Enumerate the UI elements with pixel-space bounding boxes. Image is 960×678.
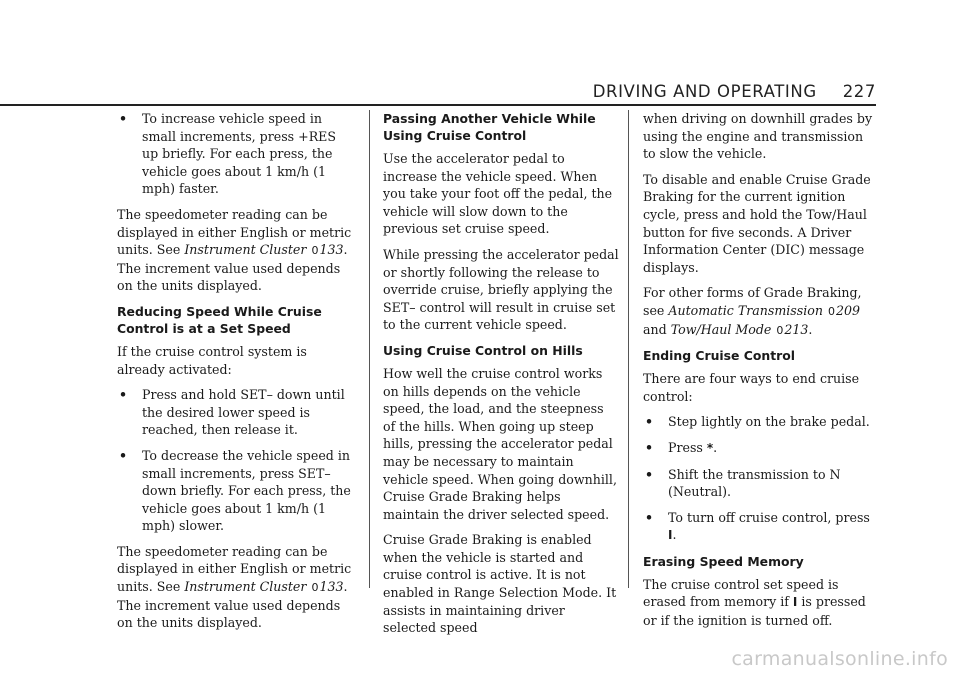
list-item: • Shift the transmission to N (Neutral). <box>645 466 841 500</box>
paragraph: Cruise Grade Braking is enabled when the vehicle is started and cruise control is active. It is not enabled in Range Selection Mode. It assists in maintaining driver selected speed <box>383 532 617 636</box>
header-rule <box>0 104 876 106</box>
page-arrow-icon: 0 <box>776 323 784 337</box>
cross-reference-link[interactable]: Instrument Cluster <box>184 579 307 595</box>
paragraph: To disable and enable Cruise Grade Braking for the current ignition cycle, press and hold the Tow/Haul button for five seconds. A Driver Information Center (DIC) message displays. <box>643 171 871 275</box>
bullet: • <box>645 509 654 525</box>
watermark: carmanualsonline.info <box>731 648 948 670</box>
list-item: • Step lightly on the brake pedal. <box>645 414 870 430</box>
section-heading: Reducing Speed While Cruise Control is at a Set Speed <box>117 303 322 336</box>
section-title: DRIVING AND OPERATING <box>592 82 817 101</box>
page-number: 227 <box>842 82 876 101</box>
section-heading: Using Cruise Control on Hills <box>383 342 583 358</box>
column-2 <box>383 110 619 645</box>
section-heading: Passing Another Vehicle While Using Cruise Control <box>383 111 596 143</box>
cross-reference-link[interactable]: Tow/Haul Mode <box>670 321 772 337</box>
paragraph: The speedometer reading can be displayed in either English or metric units. See Instrument Cluster 0133. The increment value used depends on the units displayed. <box>117 206 352 294</box>
bullet: • <box>119 387 128 403</box>
cruise-control-icon: I <box>668 528 673 543</box>
bullet: • <box>119 111 128 126</box>
paragraph: The speedometer reading can be displayed in either English or metric units. See Instrument Cluster 0133. The increment value used depends on the units displayed. <box>117 543 352 631</box>
column-divider <box>369 110 370 588</box>
page-reference[interactable]: 133 <box>319 579 344 595</box>
running-header <box>593 82 876 101</box>
page-arrow-icon: 0 <box>827 304 835 318</box>
list-item: • To turn off cruise control, press I. <box>645 509 870 543</box>
page-reference[interactable]: 213 <box>784 321 809 337</box>
column-divider <box>628 110 629 588</box>
paragraph: The cruise control set speed is erased from memory if I is pressed or if the ignition is turned off. <box>643 576 866 629</box>
paragraph: when driving on downhill grades by using the engine and transmission to slow the vehicle. <box>643 111 873 162</box>
list-item: • Press and hold SET– down until the desired lower speed is reached, then release it. <box>119 387 345 438</box>
bullet: • <box>645 466 654 482</box>
list-item: • To decrease the vehicle speed in small increments, press SET– down briefly. For each press, the vehicle goes about 1 km/h (1 mph) slower. <box>119 447 351 534</box>
cross-reference-link[interactable]: Instrument Cluster <box>184 242 307 258</box>
paragraph: While pressing the accelerator pedal or shortly following the release to override cruise, briefly applying the SET– control will result in cruise set to the current vehicle speed. <box>383 246 619 333</box>
section-heading: Erasing Speed Memory <box>643 553 804 569</box>
page-arrow-icon: 0 <box>311 581 319 595</box>
list-item: • Press *. <box>645 439 718 455</box>
paragraph: If the cruise control system is already activated: <box>117 343 307 377</box>
column-1 <box>117 110 353 640</box>
paragraph: For other forms of Grade Braking, see Automatic Transmission 0209 and Tow/Haul Mode 0213. <box>643 285 862 337</box>
paragraph: Use the accelerator pedal to increase the vehicle speed. When you take your foot off the pedal, the vehicle will slow down to the previous set cruise speed. <box>383 151 613 237</box>
page-arrow-icon: 0 <box>311 244 319 258</box>
page-reference[interactable]: 209 <box>835 302 860 318</box>
cruise-control-icon: I <box>792 595 798 610</box>
paragraph: How well the cruise control works on hills depends on the vehicle speed, the load, and the steepness of the hills. When going up steep hills, pressing the accelerator pedal may be necessary to maintain vehicle speed. When going downhill, Cruise Grade Braking helps maintain the driver selected speed. <box>383 365 617 522</box>
cross-reference-link[interactable]: Automatic Transmission <box>668 302 823 318</box>
list-item: • To increase vehicle speed in small increments, press +RES up briefly. For each press, the vehicle goes about 1 km/h (1 mph) faster. <box>119 111 336 197</box>
bullet: • <box>645 439 654 455</box>
bullet: • <box>645 414 654 430</box>
paragraph: There are four ways to end cruise control: <box>643 371 860 404</box>
section-heading: Ending Cruise Control <box>643 348 795 364</box>
column-3 <box>643 110 879 638</box>
bullet: • <box>119 447 128 463</box>
page-reference[interactable]: 133 <box>319 242 344 258</box>
cancel-cruise-icon: * <box>706 440 714 455</box>
